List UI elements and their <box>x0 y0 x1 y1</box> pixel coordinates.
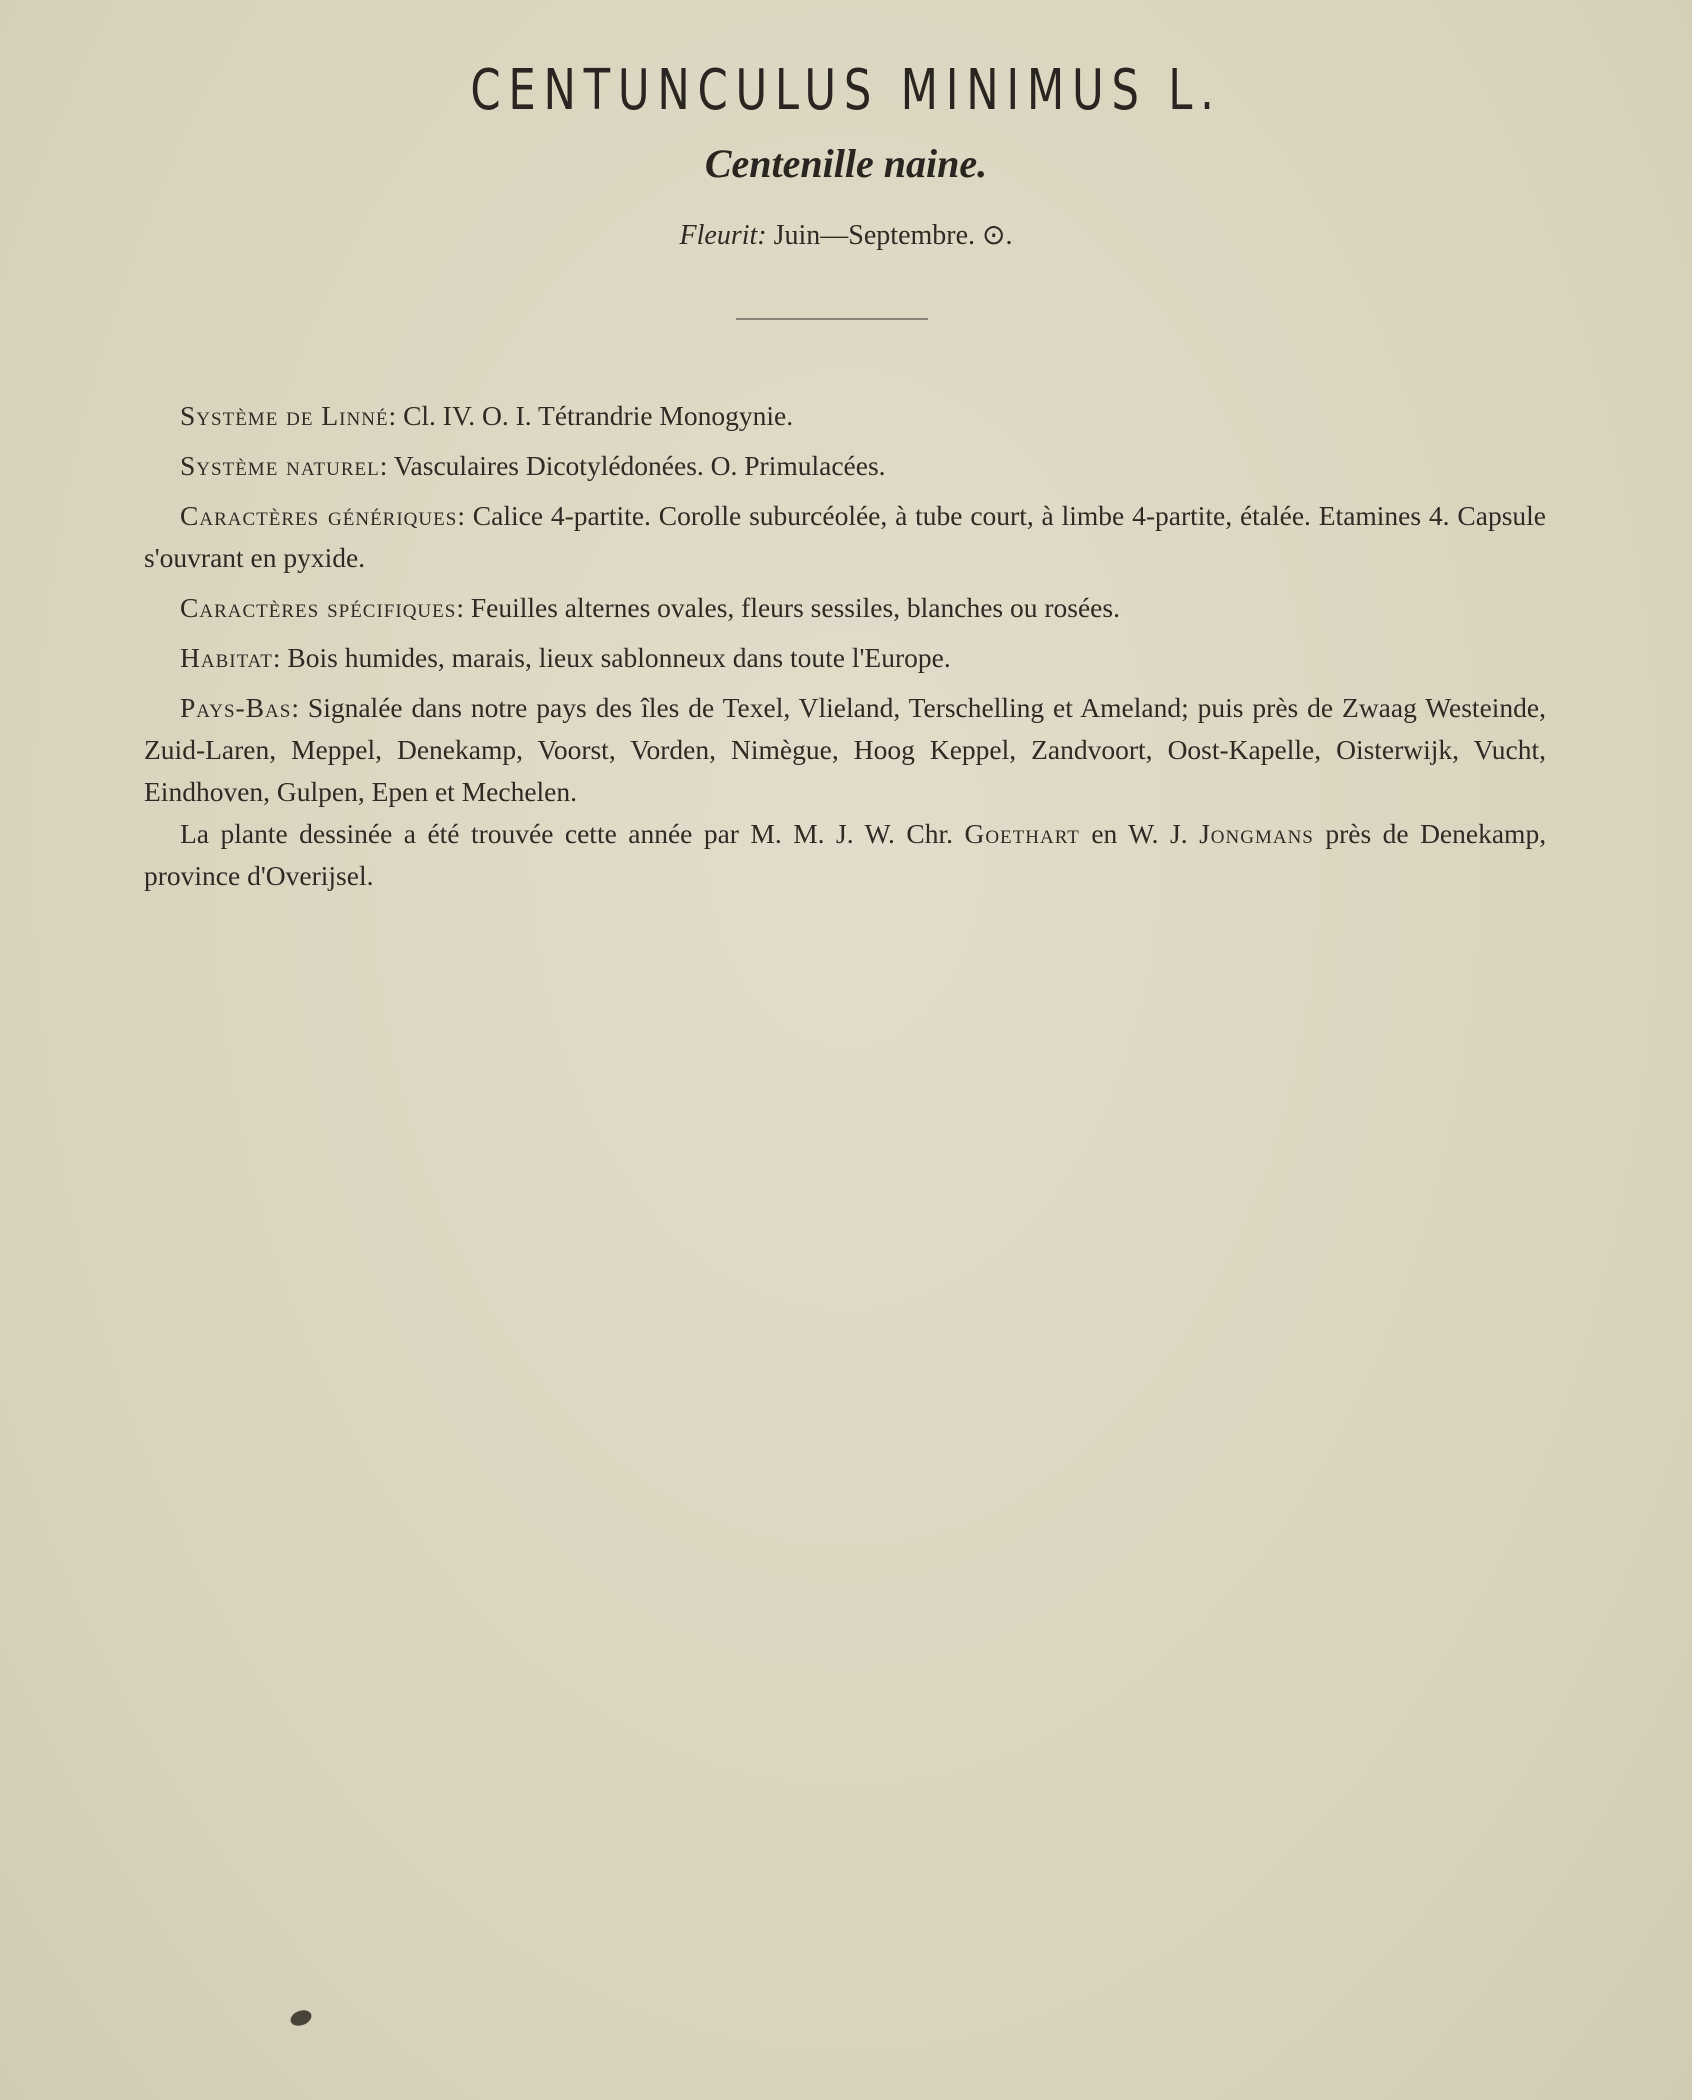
note-name-jongmans: Jongmans <box>1199 818 1314 849</box>
section-generiques: Caractères génériques: Calice 4-partite. Corolle suburcéolée, à tube court, à limbe 4-partite, étalée. Etamines 4. Capsule s'ouvrant en pyxide. <box>144 500 1546 573</box>
section-label: Système naturel <box>180 450 380 481</box>
flowering-period <box>0 218 1692 252</box>
note-text-before: La plante dessinée a été trouvée cette année par M. M. J. W. Chr. <box>180 818 953 849</box>
section-text: Cl. IV. O. I. Tétrandrie Monogynie. <box>403 400 794 431</box>
ink-spot <box>288 2008 313 2029</box>
section-specifiques: Caractères spécifiques: Feuilles alternes ovales, fleurs sessiles, blanches ou rosées. <box>180 592 1120 623</box>
section-label: Pays-Bas <box>180 692 292 723</box>
section-text: Feuilles alternes ovales, fleurs sessiles, blanches ou rosées. <box>470 592 1120 623</box>
section-label: Système de Linné <box>180 400 389 431</box>
note-text-after: près de Denekamp, province d'Overijsel. <box>144 818 1547 891</box>
page-subtitle: Centenille naine. <box>704 141 988 186</box>
divider-rule <box>736 318 928 320</box>
note-text-middle: en W. J. <box>1091 818 1188 849</box>
section-habitat: Habitat: Bois humides, marais, lieux sablonneux dans toute l'Europe. <box>180 642 951 673</box>
flowering-value: Juin—Septembre. ⊙. <box>773 220 1013 251</box>
note-paragraph <box>144 813 1546 897</box>
section-text: Vasculaires Dicotylédonées. O. Primulacées. <box>393 450 886 481</box>
section-text: Signalée dans notre pays des îles de Texel, Vlieland, Terschelling et Ameland; puis près de Zwaag Westeinde, Zuid-Laren, Meppel, Denekamp, Voorst, Vorden, Nimègue, Hoog Keppel, Zandvoort, Oost-Kapelle, Oisterwijk, Vucht, Eindhoven, Gulpen, Epen et Mechelen. <box>144 692 1546 807</box>
section-label: Caractères génériques <box>180 500 458 531</box>
section-naturel: Système naturel: Vasculaires Dicotylédonées. O. Primulacées. <box>180 450 886 481</box>
section-label: Habitat <box>180 642 273 673</box>
description-body <box>144 395 1546 905</box>
page-title: CENTUNCULUS MINIMUS L. <box>470 58 1222 123</box>
flowering-label: Fleurit: <box>679 220 767 251</box>
section-label: Caractères spécifiques <box>180 592 457 623</box>
note-name-goethart: Goethart <box>964 818 1080 849</box>
section-linne: Système de Linné: Cl. IV. O. I. Tétrandrie Monogynie. <box>180 400 794 431</box>
section-pays-bas: Pays-Bas: Signalée dans notre pays des îles de Texel, Vlieland, Terschelling et Ameland; puis près de Zwaag Westeinde, Zuid-Laren, Meppel, Denekamp, Voorst, Vorden, Nimègue, Hoog Keppel, Zandvoort, Oost-Kapelle, Oisterwijk, Vucht, Eindhoven, Gulpen, Epen et Mechelen. <box>144 692 1546 807</box>
section-text: Calice 4-partite. Corolle suburcéolée, à tube court, à limbe 4-partite, étalée. Etamines 4. Capsule s'ouvrant en pyxide. <box>144 500 1546 573</box>
section-text: Bois humides, marais, lieux sablonneux dans toute l'Europe. <box>287 642 951 673</box>
